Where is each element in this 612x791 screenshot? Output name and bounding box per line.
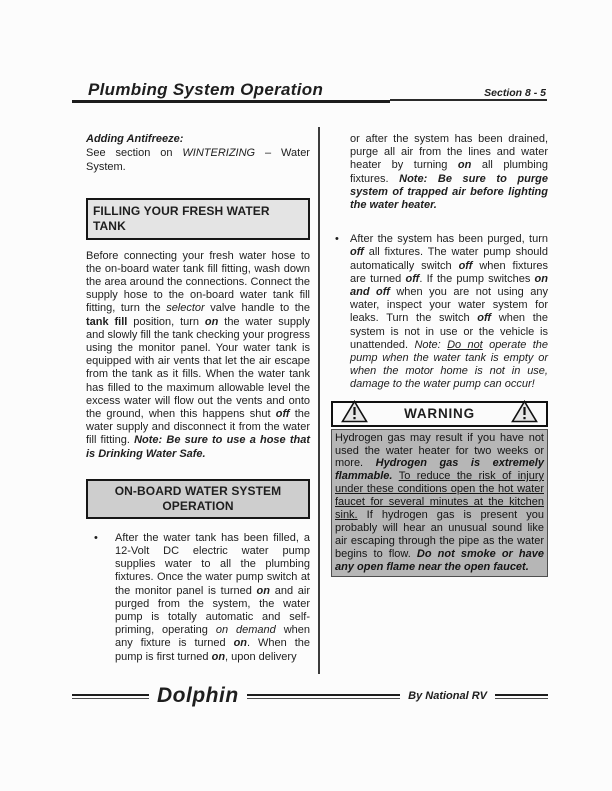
warning-header	[331, 401, 548, 427]
antifreeze-heading: Adding Antifreeze:	[86, 133, 184, 145]
filling-tank-paragraph: Before connecting your fresh water hose to the on-board water tank fill fitting, wash down the area around the connections. Connect the supply hose to the on-board water tank fill fitting, turn the selector valve handle to the tank fill position, turn on the water supply and slowly fill the tank checking your progress using the monitor panel. Your water tank is equipped with air vents that let the air escape from the tank as it fills. When the water tank has filled to the maximum allowable level the excess water will flow out the vents and onto the ground, when this happens shut off the water supply and disconnect it from the water fill fitting. Note: Be sure to use a hose that is Drinking Water Safe.	[86, 249, 311, 460]
purge-bullet-text: After the system has been purged, turn off all fixtures. The water pump should automatically switch off when fixtures are turned off. If the pump switches on and off when you are not using any water, inspect your water system for leaks. Turn the switch off when the system is not in use or the vehicle is unattended. Note: Do not operate the pump when the water tank is empty or when the motor home is not in use, damage to the water pump can occur!	[350, 233, 548, 391]
bullet-icon: •	[335, 233, 339, 246]
warning-title: WARNING	[404, 406, 475, 422]
footer-rule-middle	[247, 694, 400, 699]
onboard-system-heading: ON-BOARD WATER SYSTEM OPERATION	[86, 479, 310, 519]
warning-box	[331, 401, 548, 577]
footer-byline: By National RV	[408, 690, 487, 702]
warning-body-text: Hydrogen gas may result if you have not used the water heater for two weeks or more. Hydrogen gas is extremely flammable. To reduce the risk of injury under these conditions open the hot water faucet for several minutes at the kitchen sink. If hydrogen gas is present you probably will hear an unusual sound like air escaping through the pipe as the water begins to flow. Do not smoke or have any open flame near the open faucet.	[331, 429, 548, 577]
antifreeze-text: See section on WINTERIZING – Water System.	[86, 147, 310, 173]
footer-rule-right	[495, 694, 548, 699]
filling-tank-heading: FILLING YOUR FRESH WATER TANK	[86, 198, 310, 240]
page-title: Plumbing System Operation	[88, 80, 324, 99]
pump-bullet-continuation: or after the system has been drained, purge all air from the lines and water heater by turning on all plumbing fixtures. Note: Be sure to purge system of trapped air before lighting the water heater.	[350, 133, 548, 212]
footer	[72, 686, 548, 706]
warning-triangle-icon	[341, 400, 368, 428]
right-column	[331, 127, 548, 577]
section-number: Section 8 - 5	[484, 87, 546, 99]
warning-triangle-icon	[511, 400, 538, 428]
footer-rule-left	[72, 694, 149, 699]
brand-logo: Dolphin	[157, 684, 239, 707]
list-item	[331, 233, 548, 391]
list-item	[86, 532, 310, 664]
header-rule-thick	[72, 100, 390, 103]
header-rule-thin	[390, 99, 547, 101]
left-column	[86, 127, 310, 664]
pump-bullet-text: After the water tank has been filled, a 12-Volt DC electric water pump supplies water to all the plumbing fixtures. Once the water pump switch at the monitor panel is turned on and air purged from the system, the water pump is totally automatic and self-priming, operating on demand when any fixture is turned on. When the pump is first turned on, upon delivery	[115, 531, 311, 663]
bullet-icon: •	[94, 531, 98, 544]
column-divider	[318, 127, 320, 674]
